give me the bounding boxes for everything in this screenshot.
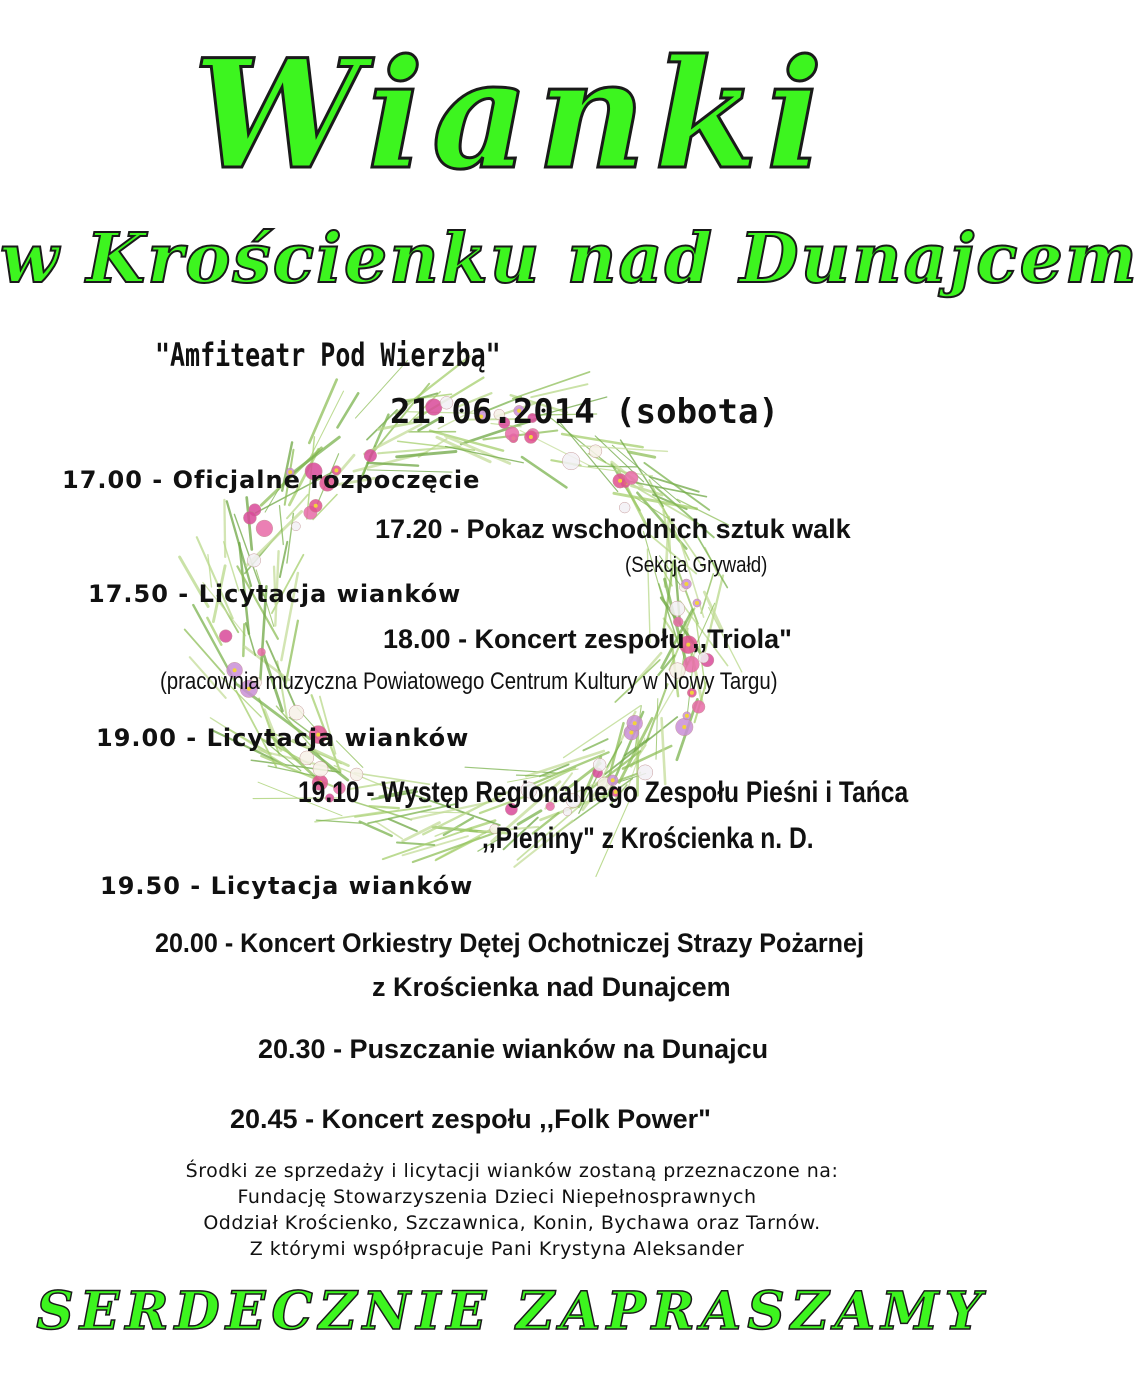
wreath-stem [309,380,336,443]
venue-name: "Amfiteatr Pod Wierzbą" [155,336,501,374]
wreath-flower-center [633,721,637,725]
closing-invitation: SERDECZNIE ZAPRASZAMY [36,1281,988,1342]
poster-title: Wianki [193,27,831,203]
notice-line-1: Środki ze sprzedaży i licytacji wianków zostaną przeznaczone na: [185,1160,839,1182]
wreath-stem [562,434,643,447]
wreath-flower-center [618,479,622,483]
wreath-flower [243,511,256,524]
wreath-flower [593,758,606,771]
poster-subtitle: w Krościenku nad Dunajcem [0,219,1139,299]
wreath-flower [619,502,630,513]
wreath-stem [588,466,637,467]
wreath-stem [403,823,440,841]
wreath-flower [258,648,266,656]
wreath-stem [338,393,359,427]
schedule-item-2000: 20.00 - Koncert Orkiestry Dętej Ochotniczej Strazy Pożarnej [155,928,864,958]
wreath-stem [316,820,361,823]
wreath-flower [670,601,685,616]
wreath-flower [692,700,705,713]
wreath-flower-center [682,725,686,729]
schedule-item-1910-line2: ,,Pieniny" z Krościenka n. D. [482,822,814,855]
schedule-item-2045: 20.45 - Koncert zespołu ,,Folk Power" [230,1104,711,1134]
wreath-flower-center [685,714,689,718]
wreath-stem [436,838,480,861]
schedule-note-1720: (Sekcja Grywałd) [625,552,768,577]
schedule-item-1950: 19.50 - Licytacja wianków [100,872,474,900]
wreath-flower [289,705,304,720]
wreath-flower [364,449,377,462]
wreath-flower-center [529,435,533,439]
schedule-item-1800: 18.00 - Koncert zespołu ,,Triola" [383,624,792,654]
wreath-flower [291,522,300,531]
schedule-item-1720: 17.20 - Pokaz wschodnich sztuk walk [375,514,851,544]
wreath-flower [625,471,639,485]
wreath-stem [389,819,417,831]
wreath-stem [583,739,607,750]
wreath-stem [280,506,284,545]
wreath-flower [589,445,602,458]
notice-line-4: Z którymi współpracuje Pani Krystyna Aleksander [249,1238,745,1260]
wreath-flower [300,751,314,765]
wreath-flower-center [314,504,318,508]
schedule-item-1750: 17.50 - Licytacja wianków [88,580,462,608]
notice-line-2: Fundację Stowarzyszenia Dzieci Niepełnosprawnych [237,1186,757,1208]
wreath-flower [219,630,232,643]
wreath-stem [629,452,655,457]
wreath-stem [433,827,486,832]
schedule-item-2000-line2: z Krościenka nad Dunajcem [372,972,731,1002]
event-date: 21.06.2014 (sobota) [390,392,779,432]
wreath-stem [656,699,658,760]
wreath-flower-center [684,582,688,586]
schedule-item-2030: 20.30 - Puszczanie wianków na Dunajcu [258,1034,769,1064]
wreath-flower [256,520,273,537]
notice-line-3: Oddział Krościenko, Szczawnica, Konin, Bychawa oraz Tarnów. [203,1212,821,1234]
schedule-note-1800: (pracownia muzyczna Powiatowego Centrum Kultury w Nowy Targu) [160,668,778,695]
wreath-flower [562,452,579,469]
wreath-flower [247,554,260,567]
wreath-flower [313,761,328,776]
schedule-item-1900: 19.00 - Licytacja wianków [96,724,470,752]
wreath-flower-center [695,601,699,605]
schedule-item-1910: 19.10 - Występ Regionalnego Zespołu Pieśni i Tańca [298,776,909,809]
wreath-stem [280,542,287,577]
wreath-stem [243,624,244,656]
schedule-item-1700: 17.00 - Oficjalne rozpoczęcie [62,466,481,494]
